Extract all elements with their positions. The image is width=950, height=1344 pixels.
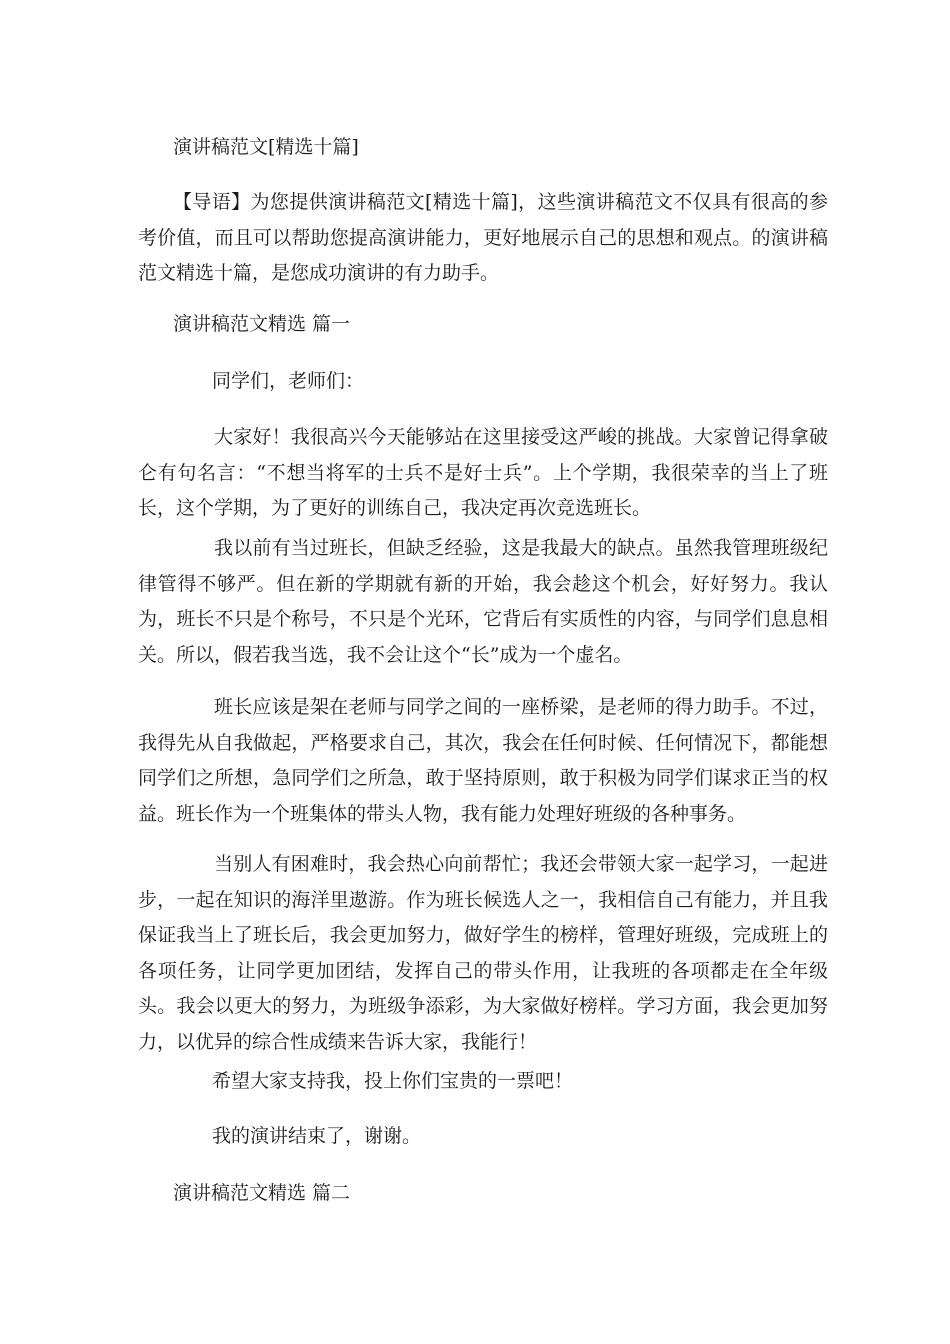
salutation: 同学们，老师们：: [212, 370, 365, 392]
closing-line-2: 我的演讲结束了，谢谢。: [212, 1125, 422, 1147]
body-paragraph-1: 大家好！我很高兴今天能够站在这里接受这严峻的挑战。大家曾记得拿破仑有句名言：“不想当将军的士兵不是好士兵”。上个学期，我很荣幸的当上了班长，这个学期，为了更好的训练自己，我决定再次竞选班长。: [138, 426, 828, 519]
body-paragraph-4: 当别人有困难时，我会热心向前帮忙；我还会带领大家一起学习，一起进步，一起在知识的海洋里遨游。作为班长候选人之一，我相信自己有能力，并且我保证我当上了班长后，我会更加努力，做好学生的榜样，管理好班级，完成班上的各项任务，让同学更加团结，发挥自己的带头作用，让我班的各项都走在全年级头。我会以更大的努力，为班级争添彩，为大家做好榜样。学习方面，我会更加努力，以优异的综合性成绩来告诉大家，我能行！: [138, 853, 828, 1053]
body-paragraph-3: 班长应该是架在老师与同学之间的一座桥梁，是老师的得力助手。不过，我得先从自我做起，严格要求自己，其次，我会在任何时候、任何情况下，都能想同学们之所想，急同学们之所急，敢于坚持原则，敢于积极为同学们谋求正当的权益。班长作为一个班集体的带头人物，我有能力处理好班级的各种事务。: [138, 696, 828, 825]
closing-line-1: 希望大家支持我，投上你们宝贵的一票吧！: [212, 1070, 574, 1092]
document-title: 演讲稿范文[精选十篇]: [173, 136, 359, 158]
section-heading-1: 演讲稿范文精选 篇一: [173, 313, 351, 335]
intro-paragraph: 【导语】为您提供演讲稿范文[精选十篇]，这些演讲稿范文不仅具有很高的参考价值，而且可以帮助您提高演讲能力，更好地展示自己的思想和观点。的演讲稿范文精选十篇，是您成功演讲的有力助手。: [138, 191, 828, 284]
body-paragraph-2: 我以前有当过班长，但缺乏经验，这是我最大的缺点。虽然我管理班级纪律管得不够严。但在新的学期就有新的开始，我会趁这个机会，好好努力。我认为，班长不只是个称号，不只是个光环，它背后有实质性的内容，与同学们息息相关。所以，假若我当选，我不会让这个“长”成为一个虚名。: [138, 537, 828, 666]
section-heading-2: 演讲稿范文精选 篇二: [173, 1182, 351, 1204]
